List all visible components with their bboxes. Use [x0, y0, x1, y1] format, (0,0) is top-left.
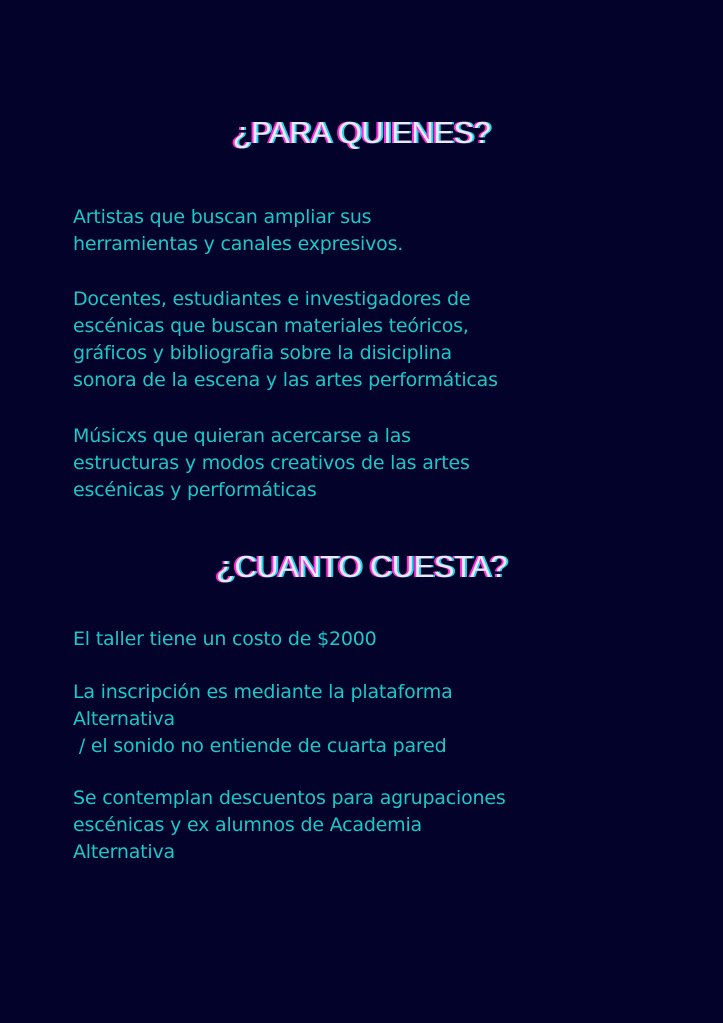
text-line: Se contemplan descuentos para agrupaciones — [73, 787, 506, 809]
text-line: El taller tiene un costo de $2000 — [73, 628, 377, 650]
text-line: escénicas que buscan materiales teóricos, — [73, 315, 469, 337]
paragraph-artistas — [73, 204, 653, 258]
text-line: Alternativa — [73, 708, 175, 730]
text-line: Artistas que buscan ampliar sus — [73, 206, 372, 228]
paragraph-musicxs — [73, 423, 653, 504]
text-line: escénicas y ex alumnos de Academia — [73, 814, 422, 836]
text-line: estructuras y modos creativos de las artes — [73, 452, 470, 474]
section-title-cuanto-cuesta: ¿CUANTO CUESTA? — [215, 549, 508, 584]
text-line: La inscripción es mediante la plataforma — [73, 681, 453, 703]
text-line: herramientas y canales expresivos. — [73, 233, 404, 255]
paragraph-inscripcion — [73, 679, 653, 760]
paragraph-costo — [73, 626, 653, 653]
text-line: / el sonido no entiende de cuarta pared — [73, 735, 447, 757]
text-line: sonora de la escena y las artes performáticas — [73, 369, 498, 391]
section-title-para-quienes: ¿PARA QUIENES? — [232, 115, 491, 150]
text-line: escénicas y performáticas — [73, 479, 317, 501]
text-line: Músicxs que quieran acercarse a las — [73, 425, 411, 447]
paragraph-descuentos — [73, 785, 653, 866]
text-line: gráficos y bibliografia sobre la disiciplina — [73, 342, 452, 364]
text-line: Docentes, estudiantes e investigadores de — [73, 288, 471, 310]
paragraph-docentes — [73, 286, 653, 394]
text-line: Alternativa — [73, 841, 175, 863]
